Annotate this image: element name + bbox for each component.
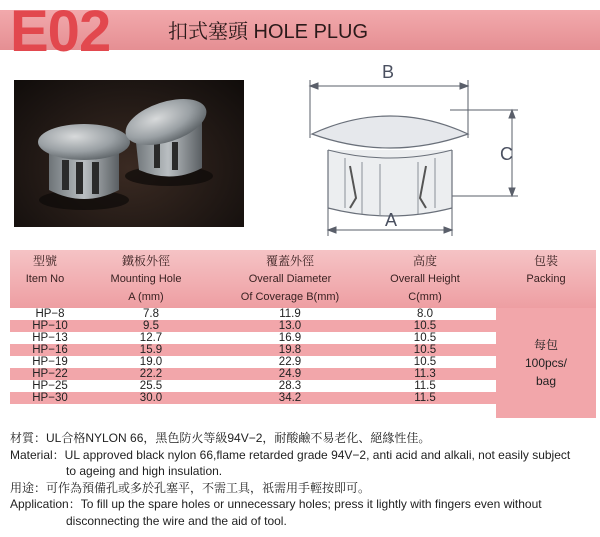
table-body	[10, 308, 596, 418]
table-row: HP−13 12.7 16.9 10.5	[10, 332, 496, 344]
application-en-cont: disconnecting the wire and the aid of tool.	[66, 513, 287, 528]
product-photo	[14, 80, 244, 227]
header-overall-height: 高度 Overall Height C(mm)	[390, 254, 460, 303]
label-c: C	[500, 144, 513, 164]
material-zh: 材質：UL合格NYLON 66，黑色防火等級94V−2，耐酸鹼不易老化、絕緣性佳。	[10, 431, 431, 445]
spec-table	[10, 250, 596, 418]
table-row: HP−22 22.2 24.9 11.3	[10, 368, 496, 380]
table-row: HP−16 15.9 19.8 10.5	[10, 344, 496, 356]
hole-plug-photo-icon	[14, 80, 244, 227]
packing-cell: 每包 100pcs/ bag	[496, 308, 596, 418]
application-en: Application：To fill up the spare holes or unnecessary holes; press it lightly with fingers even without	[10, 497, 542, 511]
label-a: A	[385, 210, 398, 230]
header-overall-diameter: 覆蓋外徑 Overall Diameter Of Coverage B(mm)	[240, 254, 340, 303]
table-row: HP−25 25.5 28.3 11.5	[10, 380, 496, 392]
table-row: HP−19 19.0 22.9 10.5	[10, 356, 496, 368]
table-header	[10, 250, 596, 308]
label-b: B	[382, 62, 395, 82]
material-en: Material：UL approved black nylon 66,flame retarded grade 94V−2, anti acid and alkali, not easily subject	[10, 447, 571, 462]
table-row: HP−30 30.0 34.2 11.5	[10, 392, 496, 404]
material-en-cont: to ageing and high insulation.	[66, 464, 223, 478]
application-zh: 用途：可作為預備孔或多於孔塞平，不需工具，祇需用手輕按即可。	[10, 480, 371, 495]
header-item-no: 型號 Item No	[25, 254, 65, 285]
header-mounting-hole: 鐵板外徑 Mounting Hole A (mm)	[110, 254, 182, 303]
table-row: HP−8 7.8 11.9 8.0	[10, 308, 496, 320]
product-code: E02	[10, 0, 111, 64]
notes	[10, 430, 595, 529]
page-title: 扣式塞頭 HOLE PLUG	[168, 21, 369, 43]
header-packing: 包裝 Packing	[526, 254, 566, 285]
technical-drawing	[300, 58, 530, 243]
table-row: HP−10 9.5 13.0 10.5	[10, 320, 496, 332]
